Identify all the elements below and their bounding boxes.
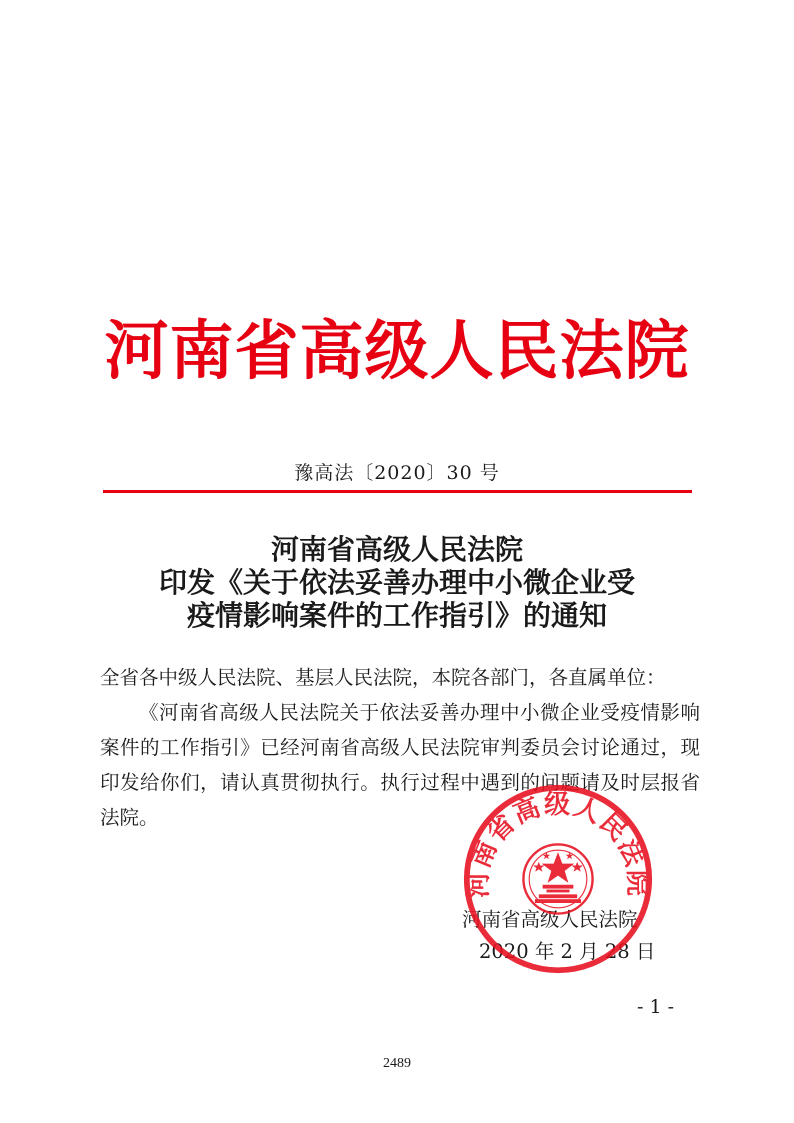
notice-title-line: 印发《关于依法妥善办理中小微企业受 — [158, 566, 635, 599]
document-number: 豫高法〔2020〕30 号 — [294, 462, 500, 484]
body-paragraph: 《河南省高级人民法院关于依法妥善办理中小微企业受疫情影响案件的工作指引》已经河南省高级人民法院审判委员会讨论通过，现印发给你们，请认真贯彻执行。执行过程中遇到的问题请及时层报省法院。 — [100, 701, 700, 829]
salutation: 全省各中级人民法院、基层人民法院，本院各部门，各直属单位： — [100, 666, 666, 689]
red-separator-line — [103, 490, 692, 493]
national-emblem-icon — [523, 844, 592, 913]
footer-number: 2489 — [383, 1056, 411, 1071]
official-seal — [462, 783, 654, 975]
issuer-title: 河南省高级人民法院 — [104, 314, 690, 389]
signature-date: 2020 年 2 月 28 日 — [479, 940, 656, 963]
page-number: - 1 - — [637, 996, 675, 1018]
signature-issuer: 河南省高级人民法院 — [462, 908, 638, 931]
notice-title-line: 河南省高级人民法院 — [270, 533, 523, 566]
notice-title — [0, 533, 794, 632]
seal-text: 河南省高级人民法院 — [463, 790, 653, 898]
notice-title-line: 疫情影响案件的工作指引》的通知 — [186, 599, 607, 632]
